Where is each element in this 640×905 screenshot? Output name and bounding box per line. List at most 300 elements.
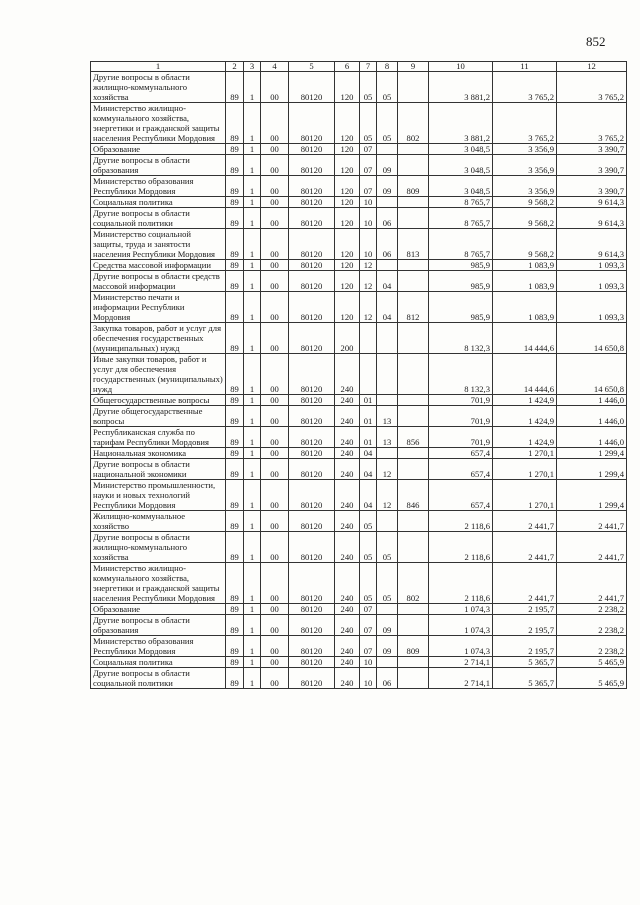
table-cell: 00 xyxy=(261,657,289,668)
table-cell: 06 xyxy=(377,208,398,229)
table-cell: 2 441,7 xyxy=(493,511,557,532)
table-cell: 2 118,6 xyxy=(429,532,493,563)
table-row xyxy=(91,155,627,176)
table-cell: 00 xyxy=(261,395,289,406)
table-cell xyxy=(398,354,429,395)
table-cell: 80120 xyxy=(289,354,335,395)
table-cell: 04 xyxy=(377,292,398,323)
table-cell: 00 xyxy=(261,103,289,144)
row-label: Социальная политика xyxy=(91,197,226,208)
table-cell: 00 xyxy=(261,480,289,511)
table-cell: 09 xyxy=(377,176,398,197)
table-cell: 240 xyxy=(335,615,360,636)
table-cell xyxy=(377,354,398,395)
column-header: 5 xyxy=(289,62,335,72)
row-label: Другие вопросы в области жилищно-коммунального хозяйства xyxy=(91,532,226,563)
table-cell: 985,9 xyxy=(429,271,493,292)
table-cell: 5 365,7 xyxy=(493,657,557,668)
table-cell: 240 xyxy=(335,604,360,615)
table-cell: 80120 xyxy=(289,604,335,615)
table-cell: 2 238,2 xyxy=(557,636,627,657)
table-cell: 120 xyxy=(335,292,360,323)
table-cell: 3 048,5 xyxy=(429,155,493,176)
table-cell: 701,9 xyxy=(429,395,493,406)
table-cell xyxy=(398,459,429,480)
table-cell: 00 xyxy=(261,354,289,395)
table-cell: 3 356,9 xyxy=(493,155,557,176)
table-cell: 80120 xyxy=(289,103,335,144)
row-label: Общегосударственные вопросы xyxy=(91,395,226,406)
row-label: Другие вопросы в области образования xyxy=(91,155,226,176)
table-cell: 00 xyxy=(261,229,289,260)
table-cell: 05 xyxy=(360,563,377,604)
table-cell: 89 xyxy=(226,563,244,604)
row-label: Республиканская служба по тарифам Республики Мордовия xyxy=(91,427,226,448)
table-cell: 1 270,1 xyxy=(493,459,557,480)
table-cell: 120 xyxy=(335,176,360,197)
row-label: Национальная экономика xyxy=(91,448,226,459)
table-cell: 89 xyxy=(226,260,244,271)
table-cell: 657,4 xyxy=(429,459,493,480)
table-cell: 89 xyxy=(226,636,244,657)
table-cell: 80120 xyxy=(289,260,335,271)
table-cell: 80120 xyxy=(289,668,335,689)
table-cell: 2 238,2 xyxy=(557,615,627,636)
table-cell: 120 xyxy=(335,144,360,155)
table-cell: 89 xyxy=(226,103,244,144)
table-cell xyxy=(360,354,377,395)
column-header: 7 xyxy=(360,62,377,72)
table-cell: 802 xyxy=(398,563,429,604)
table-cell: 05 xyxy=(377,72,398,103)
column-header: 4 xyxy=(261,62,289,72)
column-header: 3 xyxy=(244,62,261,72)
table-row xyxy=(91,323,627,354)
table-cell: 05 xyxy=(360,103,377,144)
table-cell: 240 xyxy=(335,511,360,532)
table-cell: 89 xyxy=(226,72,244,103)
table-cell: 3 390,7 xyxy=(557,144,627,155)
row-label: Министерство жилищно-коммунального хозяйства, энергетики и гражданской защиты населения Республики Мордовия xyxy=(91,103,226,144)
table-row xyxy=(91,271,627,292)
table-cell: 3 356,9 xyxy=(493,144,557,155)
table-row xyxy=(91,395,627,406)
table-cell xyxy=(398,511,429,532)
table-cell: 3 881,2 xyxy=(429,103,493,144)
table-cell: 1 074,3 xyxy=(429,615,493,636)
column-header: 2 xyxy=(226,62,244,72)
table-cell: 07 xyxy=(360,636,377,657)
table-row xyxy=(91,636,627,657)
table-cell: 09 xyxy=(377,155,398,176)
row-label: Министерство печати и информации Республики Мордовия xyxy=(91,292,226,323)
table-cell: 00 xyxy=(261,271,289,292)
table-cell: 80120 xyxy=(289,448,335,459)
table-cell xyxy=(377,144,398,155)
table-cell xyxy=(398,72,429,103)
table-cell: 12 xyxy=(377,480,398,511)
table-cell: 1 xyxy=(244,511,261,532)
table-cell: 89 xyxy=(226,448,244,459)
table-cell: 80120 xyxy=(289,636,335,657)
table-row xyxy=(91,292,627,323)
table-cell: 00 xyxy=(261,144,289,155)
table-cell: 200 xyxy=(335,323,360,354)
table-cell: 09 xyxy=(377,615,398,636)
table-cell: 80120 xyxy=(289,427,335,448)
row-label: Средства массовой информации xyxy=(91,260,226,271)
table-row xyxy=(91,604,627,615)
table-cell: 80120 xyxy=(289,292,335,323)
table-cell: 5 465,9 xyxy=(557,657,627,668)
table-row xyxy=(91,657,627,668)
table-cell xyxy=(398,406,429,427)
table-cell: 1 xyxy=(244,103,261,144)
table-cell: 1 446,0 xyxy=(557,395,627,406)
table-cell: 120 xyxy=(335,72,360,103)
table-cell: 89 xyxy=(226,532,244,563)
table-cell: 657,4 xyxy=(429,480,493,511)
table-cell: 2 195,7 xyxy=(493,615,557,636)
table-cell: 3 048,5 xyxy=(429,176,493,197)
table-cell: 3 390,7 xyxy=(557,176,627,197)
table-cell: 701,9 xyxy=(429,406,493,427)
table-cell: 14 444,6 xyxy=(493,323,557,354)
table-row xyxy=(91,176,627,197)
table-cell: 07 xyxy=(360,144,377,155)
table-cell: 1 xyxy=(244,72,261,103)
table-cell: 240 xyxy=(335,395,360,406)
table-cell: 80120 xyxy=(289,406,335,427)
table-row xyxy=(91,448,627,459)
table-cell xyxy=(398,395,429,406)
table-cell: 05 xyxy=(360,72,377,103)
table-header-row xyxy=(91,62,627,72)
table-cell xyxy=(377,260,398,271)
table-cell: 00 xyxy=(261,511,289,532)
table-cell xyxy=(398,144,429,155)
table-cell: 00 xyxy=(261,208,289,229)
table-cell: 1 xyxy=(244,604,261,615)
table-cell: 9 568,2 xyxy=(493,197,557,208)
table-cell: 05 xyxy=(377,103,398,144)
table-cell: 120 xyxy=(335,197,360,208)
table-cell: 120 xyxy=(335,229,360,260)
table-cell: 80120 xyxy=(289,532,335,563)
table-cell: 00 xyxy=(261,176,289,197)
table-cell: 89 xyxy=(226,657,244,668)
table-cell: 14 650,8 xyxy=(557,323,627,354)
table-cell: 89 xyxy=(226,615,244,636)
table-cell: 80120 xyxy=(289,197,335,208)
table-cell xyxy=(398,604,429,615)
table-cell: 2 714,1 xyxy=(429,668,493,689)
table-cell: 2 118,6 xyxy=(429,563,493,604)
table-cell: 89 xyxy=(226,229,244,260)
table-cell: 1 xyxy=(244,144,261,155)
table-cell: 5 465,9 xyxy=(557,668,627,689)
table-cell: 13 xyxy=(377,406,398,427)
table-cell: 5 365,7 xyxy=(493,668,557,689)
column-header: 11 xyxy=(493,62,557,72)
table-cell: 1 083,9 xyxy=(493,271,557,292)
table-cell: 80120 xyxy=(289,323,335,354)
table-cell: 2 238,2 xyxy=(557,604,627,615)
table-cell: 14 444,6 xyxy=(493,354,557,395)
table-cell: 1 446,0 xyxy=(557,427,627,448)
table-cell: 240 xyxy=(335,636,360,657)
table-cell: 1 093,3 xyxy=(557,260,627,271)
table-cell: 00 xyxy=(261,406,289,427)
table-cell: 3 765,2 xyxy=(493,72,557,103)
table-row xyxy=(91,103,627,144)
table-cell xyxy=(398,323,429,354)
row-label: Другие вопросы в области средств массовой информации xyxy=(91,271,226,292)
table-cell: 1 xyxy=(244,636,261,657)
table-cell: 1 xyxy=(244,176,261,197)
row-label: Другие вопросы в области образования xyxy=(91,615,226,636)
table-cell: 00 xyxy=(261,155,289,176)
table-cell: 1 424,9 xyxy=(493,395,557,406)
table-cell: 1 299,4 xyxy=(557,459,627,480)
table-cell: 05 xyxy=(360,532,377,563)
table-cell: 07 xyxy=(360,176,377,197)
table-cell: 240 xyxy=(335,563,360,604)
table-cell: 802 xyxy=(398,103,429,144)
row-label: Образование xyxy=(91,144,226,155)
table-row xyxy=(91,511,627,532)
table-cell: 1 xyxy=(244,657,261,668)
table-row xyxy=(91,354,627,395)
table-cell: 80120 xyxy=(289,144,335,155)
column-header: 10 xyxy=(429,62,493,72)
table-row xyxy=(91,406,627,427)
table-cell: 8 765,7 xyxy=(429,208,493,229)
table-cell: 856 xyxy=(398,427,429,448)
table-cell: 1 083,9 xyxy=(493,292,557,323)
table-cell: 10 xyxy=(360,229,377,260)
table-cell: 04 xyxy=(377,271,398,292)
table-cell: 06 xyxy=(377,229,398,260)
table-cell xyxy=(377,197,398,208)
table-cell: 657,4 xyxy=(429,448,493,459)
table-cell: 04 xyxy=(360,480,377,511)
table-cell: 89 xyxy=(226,395,244,406)
table-cell: 89 xyxy=(226,480,244,511)
table-cell: 12 xyxy=(360,271,377,292)
table-cell: 1 270,1 xyxy=(493,480,557,511)
table-cell: 120 xyxy=(335,260,360,271)
table-cell: 80120 xyxy=(289,511,335,532)
table-cell: 1 270,1 xyxy=(493,448,557,459)
budget-table xyxy=(90,61,627,689)
table-cell: 1 093,3 xyxy=(557,271,627,292)
table-cell: 1 093,3 xyxy=(557,292,627,323)
table-cell: 240 xyxy=(335,406,360,427)
table-cell: 00 xyxy=(261,636,289,657)
table-row xyxy=(91,208,627,229)
table-row xyxy=(91,427,627,448)
table-cell: 1 xyxy=(244,406,261,427)
table-cell: 8 765,7 xyxy=(429,197,493,208)
table-cell: 89 xyxy=(226,292,244,323)
row-label: Закупка товаров, работ и услуг для обеспечения государственных (муниципальных) нужд xyxy=(91,323,226,354)
table-cell: 80120 xyxy=(289,563,335,604)
table-cell: 80120 xyxy=(289,657,335,668)
table-cell xyxy=(377,323,398,354)
table-cell: 80120 xyxy=(289,208,335,229)
table-cell: 1 xyxy=(244,292,261,323)
table-cell: 89 xyxy=(226,271,244,292)
column-header: 6 xyxy=(335,62,360,72)
row-label: Жилищно-коммунальное хозяйство xyxy=(91,511,226,532)
row-label: Министерство социальной защиты, труда и занятости населения Республики Мордовия xyxy=(91,229,226,260)
table-cell xyxy=(398,657,429,668)
table-cell: 3 881,2 xyxy=(429,72,493,103)
table-cell: 1 074,3 xyxy=(429,604,493,615)
table-cell: 89 xyxy=(226,155,244,176)
table-cell: 80120 xyxy=(289,480,335,511)
table-cell: 2 195,7 xyxy=(493,604,557,615)
row-label: Другие вопросы в области национальной экономики xyxy=(91,459,226,480)
table-cell: 01 xyxy=(360,395,377,406)
table-cell: 05 xyxy=(377,532,398,563)
table-cell xyxy=(360,323,377,354)
table-cell: 80120 xyxy=(289,72,335,103)
table-cell: 1 xyxy=(244,448,261,459)
table-cell xyxy=(398,532,429,563)
table-cell: 10 xyxy=(360,197,377,208)
table-cell: 812 xyxy=(398,292,429,323)
table-cell: 89 xyxy=(226,459,244,480)
table-cell: 10 xyxy=(360,657,377,668)
table-row xyxy=(91,563,627,604)
table-cell: 10 xyxy=(360,208,377,229)
table-cell: 00 xyxy=(261,323,289,354)
table-cell: 1 xyxy=(244,532,261,563)
table-cell xyxy=(398,448,429,459)
table-cell: 00 xyxy=(261,532,289,563)
table-cell: 07 xyxy=(360,155,377,176)
table-cell: 809 xyxy=(398,176,429,197)
table-cell: 9 568,2 xyxy=(493,208,557,229)
table-cell: 120 xyxy=(335,208,360,229)
table-cell: 1 xyxy=(244,668,261,689)
table-cell: 240 xyxy=(335,480,360,511)
table-cell xyxy=(377,511,398,532)
table-cell: 2 441,7 xyxy=(493,563,557,604)
table-cell: 80120 xyxy=(289,615,335,636)
table-cell: 00 xyxy=(261,563,289,604)
table-cell: 8 132,3 xyxy=(429,354,493,395)
table-cell: 89 xyxy=(226,604,244,615)
table-cell: 12 xyxy=(377,459,398,480)
table-cell: 01 xyxy=(360,406,377,427)
table-cell: 985,9 xyxy=(429,260,493,271)
table-cell: 240 xyxy=(335,532,360,563)
table-cell: 240 xyxy=(335,354,360,395)
table-cell: 2 441,7 xyxy=(557,511,627,532)
table-cell xyxy=(398,155,429,176)
table-row xyxy=(91,144,627,155)
table-cell xyxy=(377,604,398,615)
table-body xyxy=(91,72,627,689)
table-cell: 00 xyxy=(261,668,289,689)
table-cell: 2 118,6 xyxy=(429,511,493,532)
table-cell: 00 xyxy=(261,448,289,459)
table-row xyxy=(91,197,627,208)
table-cell: 00 xyxy=(261,197,289,208)
table-cell: 701,9 xyxy=(429,427,493,448)
table-row xyxy=(91,229,627,260)
table-cell: 9 568,2 xyxy=(493,229,557,260)
table-cell xyxy=(398,260,429,271)
table-cell: 2 441,7 xyxy=(557,532,627,563)
table-cell: 89 xyxy=(226,323,244,354)
table-cell xyxy=(377,395,398,406)
table-cell: 07 xyxy=(360,615,377,636)
table-cell: 89 xyxy=(226,208,244,229)
table-cell: 04 xyxy=(360,459,377,480)
table-cell: 120 xyxy=(335,155,360,176)
table-cell: 80120 xyxy=(289,176,335,197)
table-cell: 04 xyxy=(360,448,377,459)
table-cell: 80120 xyxy=(289,155,335,176)
table-cell: 3 048,5 xyxy=(429,144,493,155)
table-cell: 8 765,7 xyxy=(429,229,493,260)
table-cell: 00 xyxy=(261,604,289,615)
table-cell: 120 xyxy=(335,103,360,144)
table-cell: 1 xyxy=(244,395,261,406)
table-cell: 1 xyxy=(244,155,261,176)
table-cell: 12 xyxy=(360,260,377,271)
column-header: 8 xyxy=(377,62,398,72)
table-cell: 813 xyxy=(398,229,429,260)
table-cell xyxy=(398,668,429,689)
row-label: Министерство образования Республики Мордовия xyxy=(91,636,226,657)
table-cell: 3 765,2 xyxy=(557,103,627,144)
table-cell xyxy=(377,657,398,668)
table-cell: 89 xyxy=(226,668,244,689)
table-cell: 1 xyxy=(244,615,261,636)
table-cell: 80120 xyxy=(289,395,335,406)
column-header: 1 xyxy=(91,62,226,72)
table-cell: 1 299,4 xyxy=(557,448,627,459)
table-cell: 1 xyxy=(244,323,261,354)
table-cell: 00 xyxy=(261,459,289,480)
column-header: 9 xyxy=(398,62,429,72)
table-cell: 1 xyxy=(244,354,261,395)
table-cell xyxy=(398,208,429,229)
table-cell: 89 xyxy=(226,354,244,395)
row-label: Другие вопросы в области социальной политики xyxy=(91,208,226,229)
row-label: Другие общегосударственные вопросы xyxy=(91,406,226,427)
table-row xyxy=(91,260,627,271)
table-cell: 1 446,0 xyxy=(557,406,627,427)
table-cell: 00 xyxy=(261,615,289,636)
table-cell: 120 xyxy=(335,271,360,292)
table-cell: 1 xyxy=(244,197,261,208)
table-cell: 1 299,4 xyxy=(557,480,627,511)
table-cell: 05 xyxy=(377,563,398,604)
table-cell: 1 xyxy=(244,229,261,260)
table-cell: 1 083,9 xyxy=(493,260,557,271)
table-cell: 1 xyxy=(244,480,261,511)
table-row xyxy=(91,532,627,563)
table-cell: 8 132,3 xyxy=(429,323,493,354)
table-cell: 1 xyxy=(244,427,261,448)
table-cell: 1 xyxy=(244,459,261,480)
